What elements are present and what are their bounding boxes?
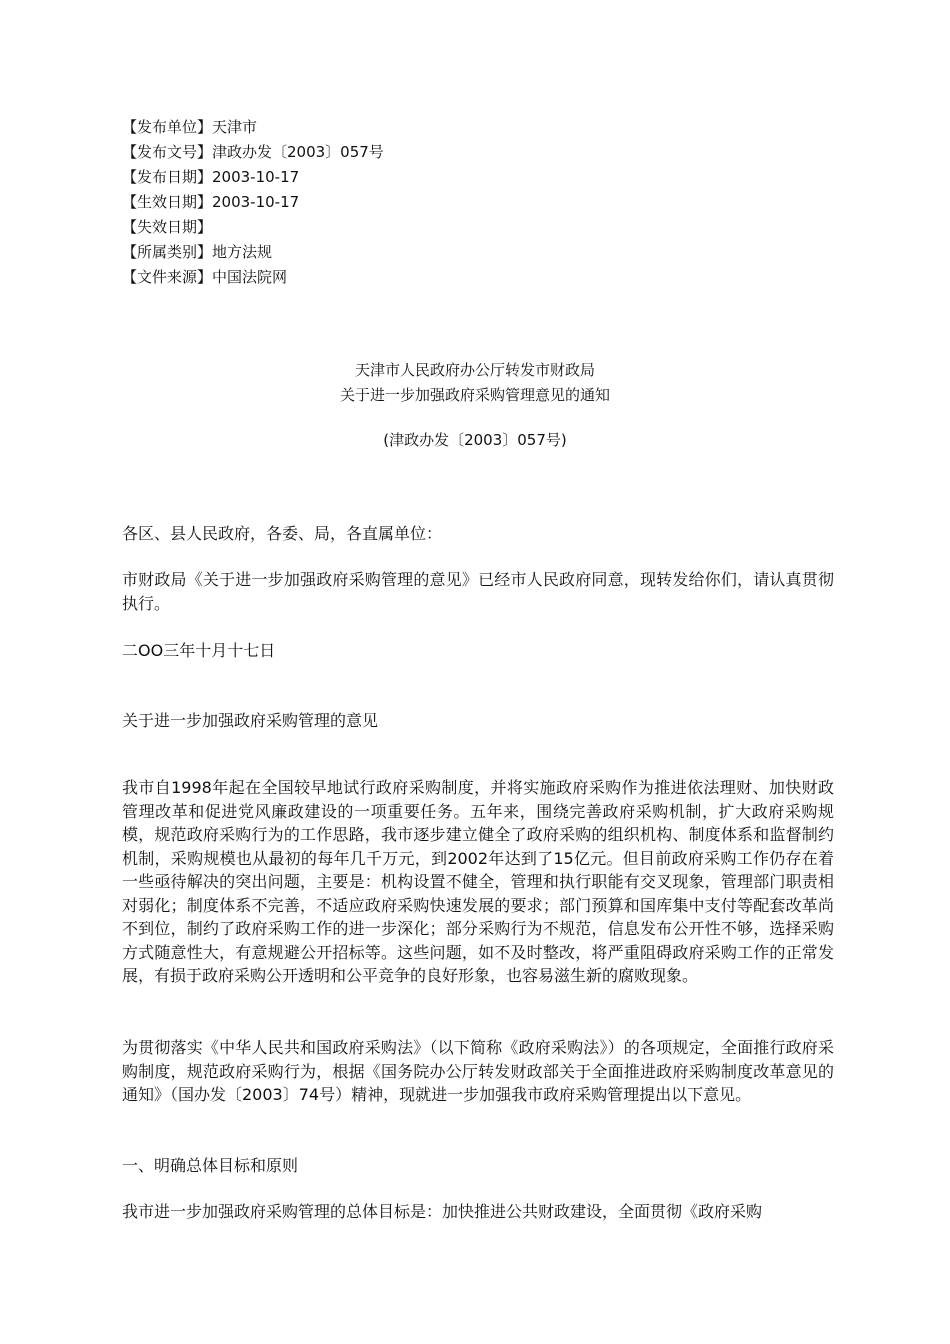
meta-effective-date: 【生效日期】2003-10-17 xyxy=(122,193,300,211)
intro-paragraph: 市财政局《关于进一步加强政府采购管理的意见》已经市人民政府同意，现转发给你们，请认真贯彻执行。 xyxy=(122,570,834,613)
meta-expiry-date: 【失效日期】 xyxy=(122,218,213,236)
meta-category: 【所属类别】地方法规 xyxy=(122,243,273,261)
meta-doc-number: 【发布文号】津政办发〔2003〕057号 xyxy=(122,143,384,161)
document-number: (津政办发〔2003〕057号) xyxy=(383,431,567,449)
addressee: 各区、县人民政府，各委、局，各直属单位： xyxy=(122,524,443,543)
body-paragraph-2: 为贯彻落实《中华人民共和国政府采购法》（以下简称《政府采购法》）的各项规定，全面推行政府采购制度，规范政府采购行为，根据《国务院办公厅转发财政部关于全面推进政府采购制度改革意见的通知》（国办发〔2003〕74号）精神，现就进一步加强我市政府采购管理提出以下意见。 xyxy=(122,1038,834,1104)
meta-issuer: 【发布单位】天津市 xyxy=(122,118,258,136)
notice-date: 二OO三年十月十七日 xyxy=(122,641,276,660)
opinion-title: 关于进一步加强政府采购管理的意见 xyxy=(122,711,379,730)
meta-source: 【文件来源】中国法院网 xyxy=(122,268,288,286)
meta-issue-date: 【发布日期】2003-10-17 xyxy=(122,168,300,186)
body-paragraph-1: 我市自1998年起在全国较早地试行政府采购制度，并将实施政府采购作为推进依法理财、加快财政管理改革和促进党风廉政建设的一项重要任务。五年来，围绕完善政府采购机制，扩大政府采购规模，规范政府采购行为的工作思路，我市逐步建立健全了政府采购的组织机构、制度体系和监督制约机制，采购规模也从最初的每年几千万元，到2002年达到了15亿元。但目前政府采购工作仍存在着一些亟待解决的突出问题，主要是：机构设置不健全，管理和执行职能有交叉现象，管理部门职责相对弱化；制度体系不完善，不适应政府采购快速发展的要求；部门预算和国库集中支付等配套改革尚不到位，制约了政府采购工作的进一步深化；部分采购行为不规范，信息发布公开性不够，选择采购方式随意性大，有意规避公开招标等。这些问题，如不及时整改，将严重阻碍政府采购工作的正常发展，有损于政府采购公开透明和公平竞争的良好形象，也容易滋生新的腐败现象。 xyxy=(122,778,834,985)
document-metadata xyxy=(122,115,384,290)
section-heading-1: 一、明确总体目标和原则 xyxy=(122,1156,299,1175)
document-title-line2: 关于进一步加强政府采购管理意见的通知 xyxy=(339,386,610,404)
body-paragraph-3: 我市进一步加强政府采购管理的总体目标是：加快推进公共财政建设，全面贯彻《政府采购 xyxy=(122,1202,763,1221)
document-title-line1: 天津市人民政府办公厅转发市财政局 xyxy=(354,361,595,379)
